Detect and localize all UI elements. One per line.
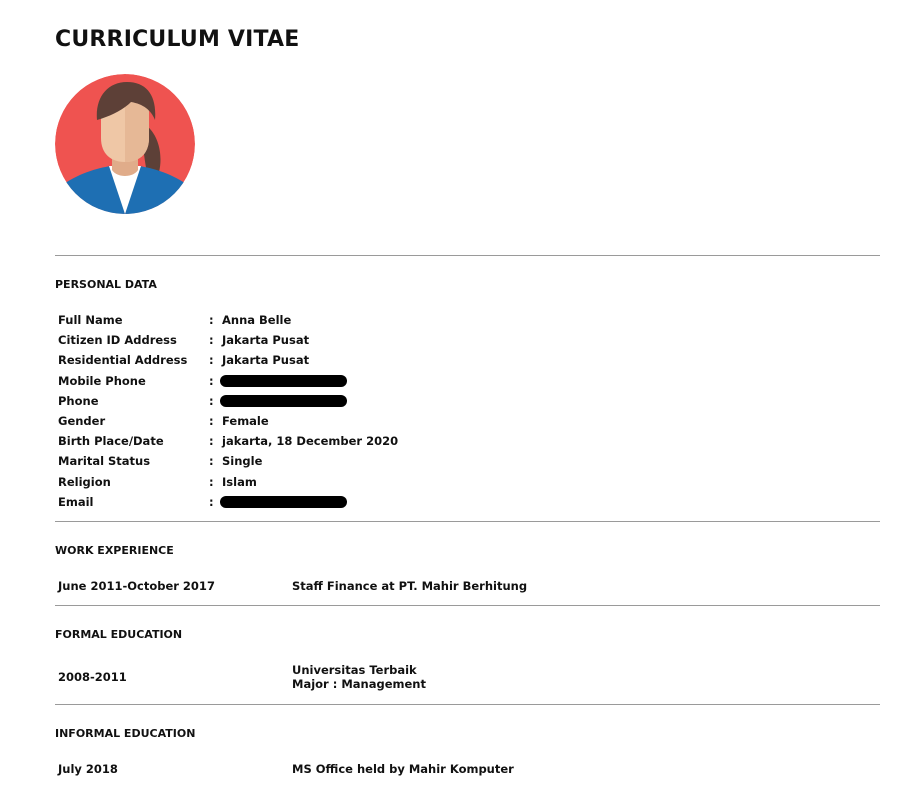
female-avatar-icon (55, 74, 195, 214)
divider (55, 255, 880, 256)
work-experience-date: June 2011-October 2017 (58, 579, 215, 593)
personal-data-label: Religion (58, 474, 111, 489)
personal-data-colon: : (209, 474, 214, 489)
personal-data-label: Gender (58, 414, 106, 428)
personal-data-row (58, 332, 458, 348)
personal-data-value: jakarta, 18 December 2020 (222, 434, 399, 449)
personal-data-row (58, 433, 458, 449)
informal-education-date: July 2018 (58, 762, 118, 776)
page-title: CURRICULUM VITAE (55, 27, 300, 52)
redacted-value (220, 395, 347, 407)
personal-data-heading: PERSONAL DATA (55, 278, 157, 291)
personal-data-row (58, 474, 458, 490)
personal-data-value: Islam (222, 474, 257, 489)
personal-data-label: Email (58, 494, 94, 509)
formal-education-heading: FORMAL EDUCATION (55, 628, 183, 641)
personal-data-row (58, 393, 458, 409)
redacted-value (220, 496, 347, 508)
divider (55, 704, 880, 705)
formal-education-institution: Universitas Terbaik (292, 663, 417, 677)
personal-data-row (58, 352, 458, 368)
divider (55, 605, 880, 606)
personal-data-label: Citizen ID Address (58, 333, 177, 348)
personal-data-row (58, 373, 458, 389)
personal-data-value: Jakarta Pusat (222, 353, 310, 368)
personal-data-colon: : (209, 494, 214, 509)
personal-data-label: Mobile Phone (58, 373, 146, 388)
personal-data-colon: : (209, 353, 214, 368)
personal-data-colon: : (209, 373, 214, 388)
personal-data-colon: : (209, 414, 214, 428)
work-experience-heading: WORK EXPERIENCE (55, 544, 174, 557)
redacted-value (220, 375, 347, 387)
personal-data-label: Phone (58, 393, 99, 408)
personal-data-row (58, 413, 458, 429)
personal-data-value: Single (222, 454, 263, 469)
personal-data-label: Residential Address (58, 353, 188, 368)
personal-data-colon: : (209, 313, 214, 327)
personal-data-value: Anna Belle (222, 313, 292, 327)
divider (55, 521, 880, 522)
personal-data-colon: : (209, 333, 214, 348)
personal-data-row (58, 494, 458, 510)
personal-data-colon: : (209, 454, 214, 469)
formal-education-major: Major : Management (292, 677, 426, 691)
personal-data-label: Birth Place/Date (58, 434, 164, 449)
informal-education-heading: INFORMAL EDUCATION (55, 727, 196, 740)
personal-data-value: Female (222, 414, 269, 428)
work-experience-description: Staff Finance at PT. Mahir Berhitung (292, 579, 528, 593)
personal-data-row (58, 453, 458, 469)
personal-data-row (58, 312, 458, 328)
personal-data-label: Full Name (58, 313, 123, 327)
personal-data-value: Jakarta Pusat (222, 333, 310, 348)
personal-data-label: Marital Status (58, 454, 151, 469)
formal-education-date: 2008-2011 (58, 670, 127, 684)
informal-education-description: MS Office held by Mahir Komputer (292, 762, 514, 776)
personal-data-colon: : (209, 393, 214, 408)
personal-data-colon: : (209, 434, 214, 449)
